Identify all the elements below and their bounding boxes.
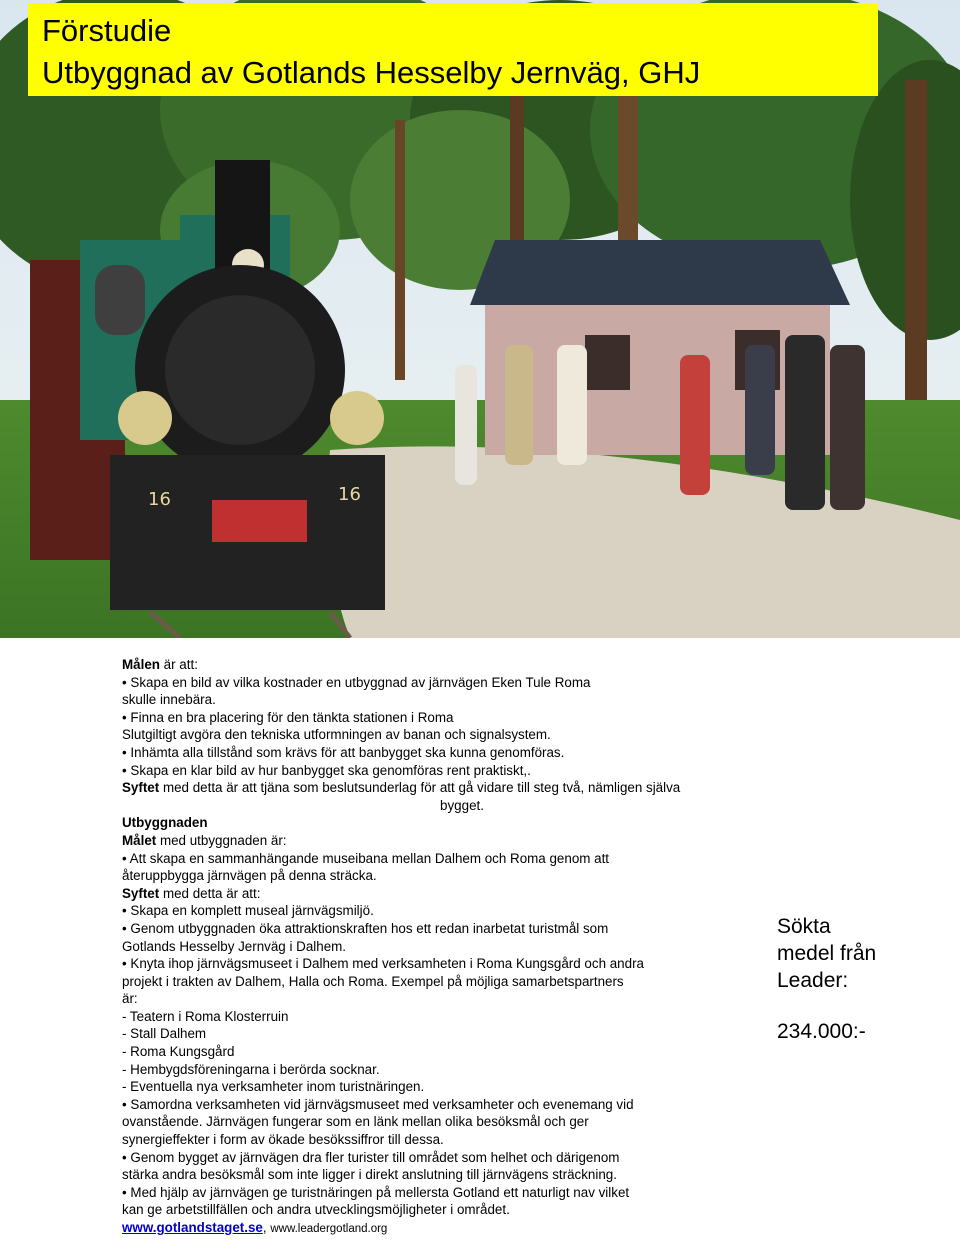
- body-line: projekt i trakten av Dalhem, Halla och Roma. Exempel på möjliga samarbetspartners: [122, 973, 624, 989]
- expansion-goal-heading: Målet med utbyggnaden är:: [122, 832, 287, 848]
- page-title: Förstudie: [42, 13, 172, 48]
- body-line: är:: [122, 991, 138, 1007]
- body-line: • Med hjälp av järnvägen ge turistnäringen på mellersta Gotland ett naturligt nav vilket: [122, 1184, 630, 1200]
- funding-label-line: Leader:: [777, 969, 849, 992]
- body-line: - Stall Dalhem: [122, 1026, 207, 1042]
- goal-line: • Skapa en bild av vilka kostnader en utbyggnad av järnvägen Eken Tule Roma: [122, 674, 591, 690]
- goals-heading: Målen är att:: [122, 657, 198, 672]
- body-line: • Skapa en komplett museal järnvägsmiljö.: [122, 903, 374, 919]
- gotlandstaget-link[interactable]: www.gotlandstaget.se: [122, 1220, 263, 1235]
- goal-line: Slutgiltigt avgöra den tekniska utformningen av banan och signalsystem.: [122, 727, 551, 743]
- document-body: [122, 656, 762, 1239]
- expansion-purpose-heading: Syftet med detta är att:: [122, 885, 261, 901]
- body-line: - Teatern i Roma Klosterruin: [122, 1008, 289, 1024]
- footer-links: www.gotlandstaget.se, www.leadergotland.org: [122, 1220, 388, 1235]
- purpose-line-end: bygget.: [440, 797, 484, 813]
- body-line: stärka andra besöksmål som inte ligger i direkt anslutning till järnvägens sträckning.: [122, 1167, 617, 1183]
- goal-line: skulle innebära.: [122, 692, 216, 708]
- funding-sidebar: [777, 913, 876, 1045]
- body-line: kan ge arbetstillfällen och andra utvecklingsmöjligheter i området.: [122, 1202, 510, 1218]
- body-line: • Samordna verksamheten vid järnvägsmuseet med verksamheter och evenemang vid: [122, 1096, 634, 1112]
- funding-label-line: medel från: [777, 942, 877, 965]
- body-line: • Genom bygget av järnvägen dra fler turister till området som helhet och därigenom: [122, 1149, 620, 1165]
- leadergotland-link[interactable]: www.leadergotland.org: [270, 1223, 388, 1235]
- title-banner: [28, 3, 878, 96]
- funding-amount: 234.000:-: [777, 1020, 866, 1043]
- expansion-goal-line: återuppbygga järnvägen på denna sträcka.: [122, 868, 377, 884]
- body-line: - Eventuella nya verksamheter inom turistnäringen.: [122, 1079, 425, 1095]
- page-subtitle: Utbyggnad av Gotlands Hesselby Jernväg, GHJ: [42, 55, 701, 90]
- body-line: - Hembygdsföreningarna i berörda socknar.: [122, 1061, 380, 1077]
- goal-line: • Inhämta alla tillstånd som krävs för att banbygget ska kunna genomföras.: [122, 744, 565, 760]
- svg-text:16: 16: [338, 484, 361, 505]
- body-line: synergieffekter i form av ökade besökssiffror till dessa.: [122, 1132, 444, 1148]
- body-line: Gotlands Hesselby Jernväg i Dalhem.: [122, 938, 347, 954]
- purpose-line: Syftet med detta är att tjäna som beslutsunderlag för att gå vidare till steg två, nämligen själva: [122, 780, 681, 796]
- expansion-goal-line: • Att skapa en sammanhängande museibana mellan Dalhem och Roma genom att: [122, 850, 610, 866]
- goal-line: • Finna en bra placering för den tänkta stationen i Roma: [122, 709, 454, 725]
- body-line: • Genom utbyggnaden öka attraktionskraften hos ett redan inarbetat turistmål som: [122, 920, 609, 936]
- body-line: - Roma Kungsgård: [122, 1044, 235, 1060]
- body-line: • Knyta ihop järnvägsmuseet i Dalhem med verksamheten i Roma Kungsgård och andra: [122, 956, 644, 972]
- svg-text:16: 16: [148, 489, 171, 510]
- goal-line: • Skapa en klar bild av hur banbygget ska genomföras rent praktiskt,.: [122, 762, 531, 778]
- funding-label-line: Sökta: [777, 915, 831, 938]
- expansion-heading: Utbyggnaden: [122, 815, 208, 831]
- body-line: ovanstående. Järnvägen fungerar som en länk mellan olika besöksmål och ger: [122, 1114, 589, 1130]
